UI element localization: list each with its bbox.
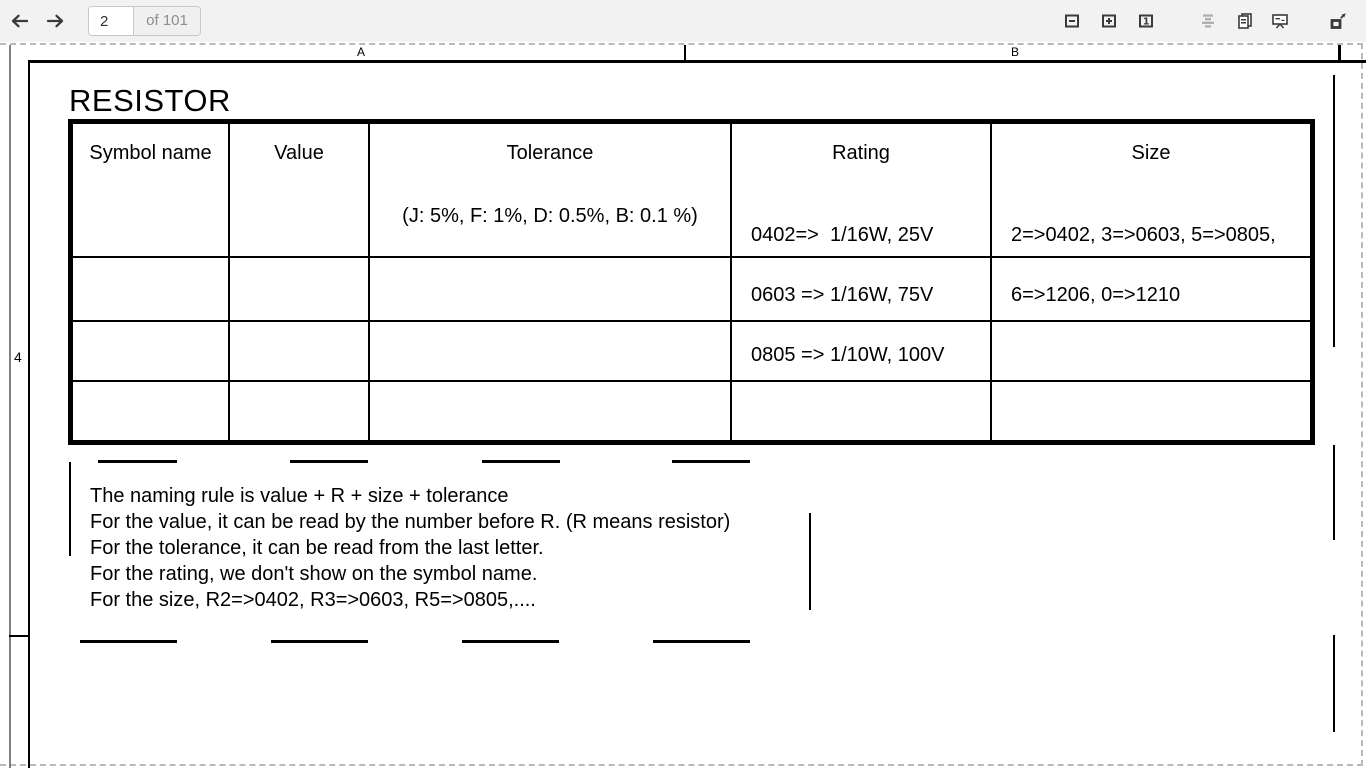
page-total-label: of 101 bbox=[134, 7, 200, 35]
left-arrow-icon bbox=[9, 13, 29, 29]
column-header-label: Symbol name bbox=[89, 142, 212, 164]
table-header-tolerance bbox=[370, 124, 732, 258]
previous-page-button[interactable] bbox=[9, 7, 37, 35]
page-title: RESISTOR bbox=[69, 83, 231, 118]
rating-line: 0603 => 1/16W, 75V bbox=[751, 284, 934, 306]
zoom-out-icon bbox=[1064, 13, 1080, 29]
frame-right-segment bbox=[1333, 445, 1335, 540]
underline-mark bbox=[672, 460, 750, 463]
exit-fullscreen-button[interactable] bbox=[1330, 13, 1346, 29]
presentation-mode-icon bbox=[1272, 13, 1288, 29]
table-cell-empty bbox=[370, 382, 732, 440]
two-pages-layout-icon bbox=[1237, 13, 1253, 29]
table-cell-empty bbox=[73, 322, 230, 382]
continuous-layout-button[interactable] bbox=[1200, 13, 1216, 29]
page-number-input[interactable] bbox=[89, 7, 134, 35]
column-header-label: Size bbox=[1131, 142, 1171, 164]
table-cell-empty bbox=[732, 258, 992, 322]
table-cell-empty bbox=[992, 382, 1310, 440]
rating-line: 0402=> 1/16W, 25V bbox=[751, 224, 934, 246]
schematic-line-vertical bbox=[69, 462, 71, 556]
column-header-label: Value bbox=[274, 142, 324, 164]
table-header-rating bbox=[732, 124, 992, 366]
exit-fullscreen-icon bbox=[1330, 13, 1346, 29]
note-line: For the size, R2=>0402, R3=>0603, R5=>0805,.... bbox=[90, 589, 536, 611]
table-cell-empty bbox=[992, 258, 1310, 322]
column-header-label: Rating bbox=[832, 142, 890, 164]
page-edge-bottom bbox=[0, 764, 1363, 766]
size-codes-line: 6=>1206, 0=>1210 bbox=[1011, 284, 1181, 306]
underline-mark bbox=[462, 640, 559, 643]
zone-label-4: 4 bbox=[14, 349, 22, 365]
table-cell-empty bbox=[732, 322, 992, 382]
table-cell-empty bbox=[230, 322, 370, 382]
underline-mark bbox=[653, 640, 750, 643]
underline-mark bbox=[271, 640, 368, 643]
toolbar bbox=[0, 0, 1366, 42]
note-line: The naming rule is value + R + size + tolerance bbox=[90, 485, 509, 507]
zoom-in-icon bbox=[1101, 13, 1117, 29]
column-header-label: Tolerance bbox=[506, 142, 594, 164]
resistor-table bbox=[68, 119, 1315, 445]
table-cell-empty bbox=[992, 322, 1310, 382]
zone-divider-tick-left bbox=[9, 635, 30, 637]
frame-outer-left-line bbox=[9, 45, 11, 768]
size-codes-line: 2=>0402, 3=>0603, 5=>0805, bbox=[1011, 224, 1276, 246]
table-cell-empty bbox=[370, 258, 732, 322]
table-cell-empty bbox=[370, 322, 732, 382]
note-line: For the rating, we don't show on the symbol name. bbox=[90, 563, 538, 585]
zone-label-a: A bbox=[357, 45, 366, 59]
table-header-value bbox=[230, 124, 370, 258]
zoom-out-button[interactable] bbox=[1064, 13, 1080, 29]
table-cell-empty bbox=[230, 258, 370, 322]
presentation-mode-button[interactable] bbox=[1272, 13, 1288, 29]
continuous-layout-icon bbox=[1200, 13, 1216, 29]
table-cell-empty bbox=[73, 382, 230, 440]
right-arrow-icon bbox=[46, 13, 66, 29]
table-header-symbol-name bbox=[73, 124, 230, 258]
table-cell-empty bbox=[73, 258, 230, 322]
svg-text:1: 1 bbox=[1142, 16, 1150, 28]
table-cell-empty bbox=[732, 382, 992, 440]
frame-inner-left-line bbox=[28, 60, 30, 768]
original-size-icon bbox=[1138, 13, 1154, 29]
zone-divider-tick-right bbox=[1338, 45, 1341, 61]
naming-rule-notes bbox=[90, 483, 730, 613]
two-pages-layout-button[interactable] bbox=[1237, 13, 1253, 29]
frame-right-segment bbox=[1333, 75, 1335, 347]
zoom-in-button[interactable] bbox=[1101, 13, 1117, 29]
frame-right-segment bbox=[1333, 635, 1335, 732]
table-cell-empty bbox=[230, 382, 370, 440]
note-line: For the value, it can be read by the number before R. (R means resistor) bbox=[90, 511, 731, 533]
frame-top-line bbox=[28, 60, 1366, 63]
tolerance-codes-text: (J: 5%, F: 1%, D: 0.5%, B: 0.1 %) bbox=[402, 205, 698, 227]
underline-mark bbox=[482, 460, 560, 463]
page-edge-right bbox=[1361, 43, 1363, 766]
original-size-button[interactable] bbox=[1138, 13, 1154, 29]
zone-label-b: B bbox=[1011, 45, 1020, 59]
schematic-line-vertical bbox=[809, 513, 811, 610]
rating-line: 0805 => 1/10W, 100V bbox=[751, 344, 945, 366]
table-header-size bbox=[992, 124, 1310, 306]
underline-mark bbox=[290, 460, 368, 463]
underline-mark bbox=[80, 640, 177, 643]
zone-divider-tick-ab bbox=[684, 45, 686, 61]
page-navigation-group bbox=[88, 6, 201, 36]
note-line: For the tolerance, it can be read from the last letter. bbox=[90, 537, 544, 559]
page-edge-top bbox=[0, 43, 1363, 45]
underline-mark bbox=[98, 460, 177, 463]
next-page-button[interactable] bbox=[46, 7, 74, 35]
